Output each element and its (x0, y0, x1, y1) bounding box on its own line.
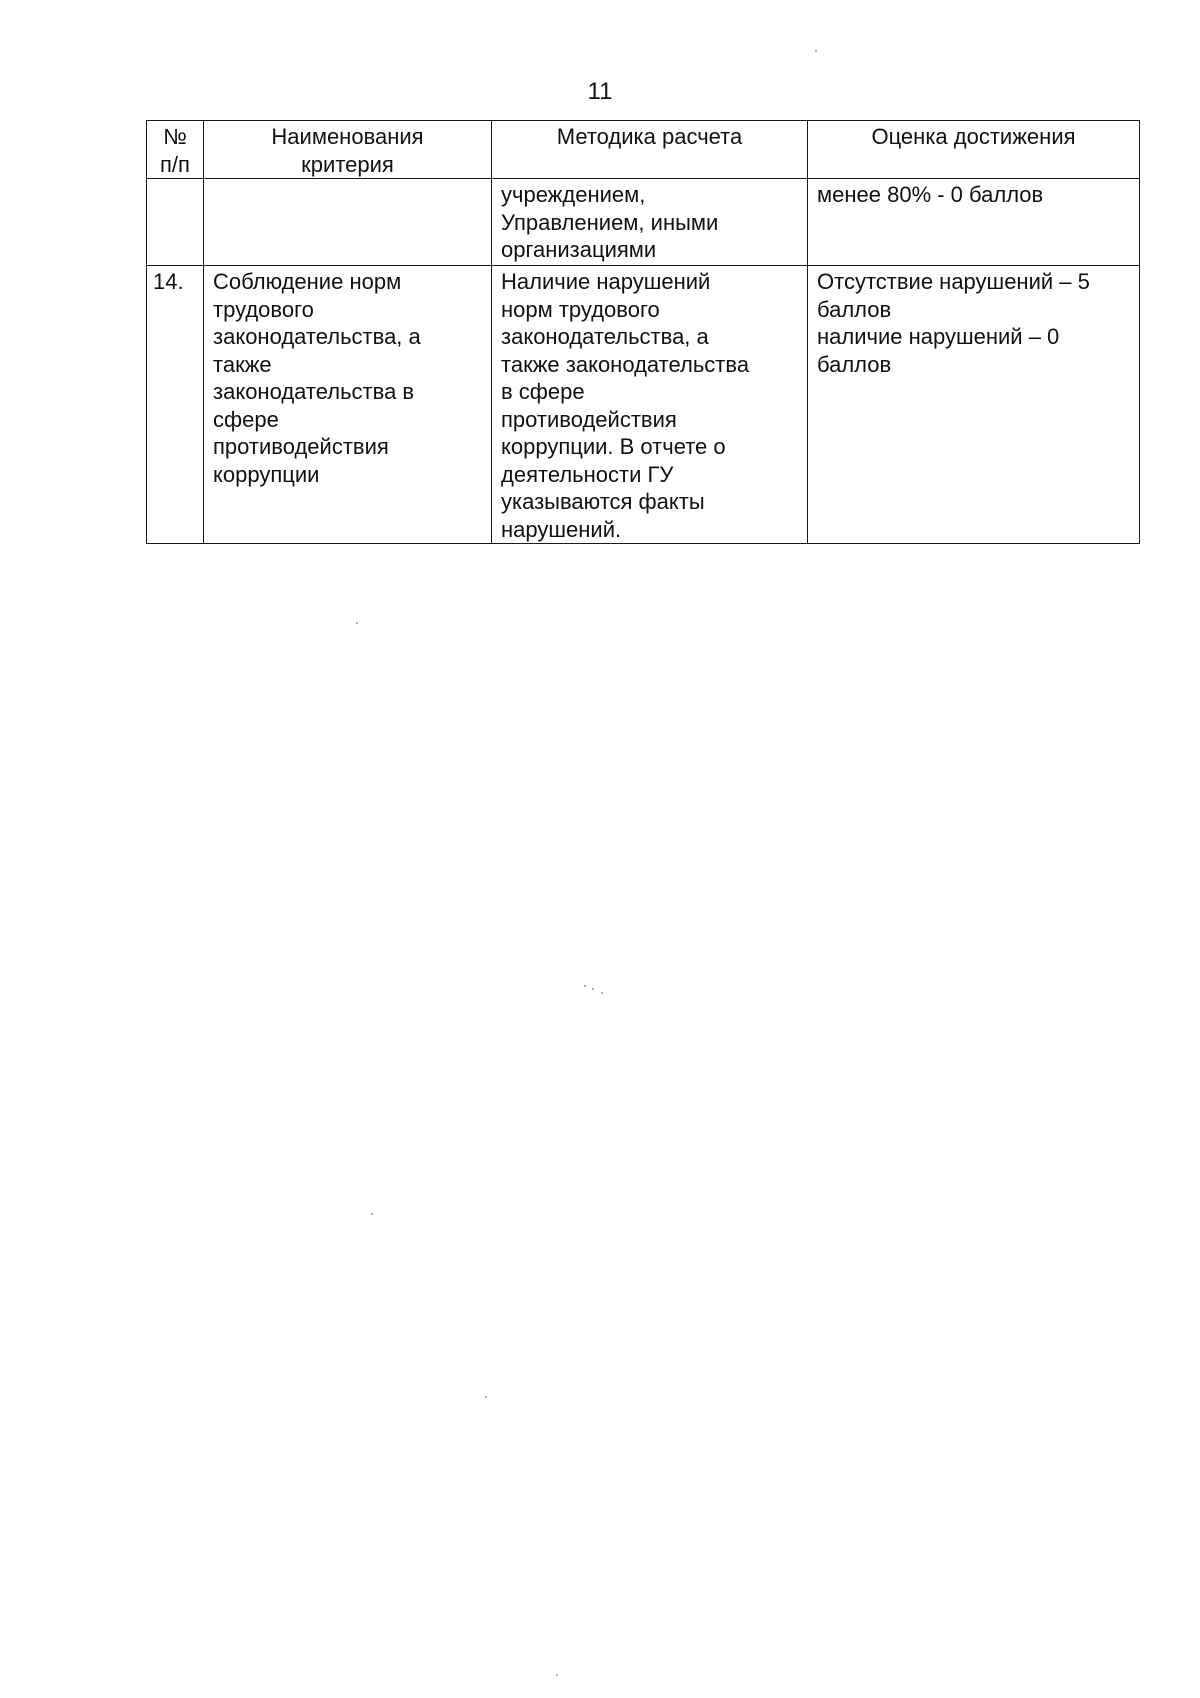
row-assessment: менее 80% - 0 баллов (808, 179, 1140, 266)
header-number-line-2: п/п (160, 151, 190, 177)
scan-speck (356, 622, 358, 624)
header-method (492, 121, 808, 179)
header-criterion-line-2: критерия (301, 151, 394, 177)
scan-speck (485, 1396, 487, 1398)
row-assessment: Отсутствие нарушений – 5 баллов наличие нарушений – 0 баллов (808, 266, 1140, 544)
row-number (147, 179, 204, 266)
scan-speck (592, 988, 594, 990)
header-method-line-1: Методика расчета (556, 124, 743, 149)
row-method: Наличие нарушений норм трудового законодательства, а также законодательства в сфере противодействия коррупции. В отчете о деятельности ГУ указываются факты нарушений. (492, 266, 808, 544)
row-criterion: Соблюдение норм трудового законодательства, а также законодательства в сфере противодействия коррупции (204, 266, 492, 544)
header-criterion-line-1: Наименования (271, 124, 424, 149)
table-header-row (147, 121, 1140, 179)
row-method: учреждением, Управлением, иными организациями (492, 179, 808, 266)
criteria-table (146, 120, 1140, 544)
table-row (147, 179, 1140, 266)
scan-speck (584, 985, 586, 987)
header-number (147, 121, 204, 179)
header-criterion (204, 121, 492, 179)
header-assessment (808, 121, 1140, 179)
row-number: 14. (147, 266, 204, 544)
scan-speck (601, 992, 603, 994)
scan-speck (556, 1674, 558, 1676)
header-number-line-1: № (163, 124, 187, 149)
header-assessment-line-1: Оценка достижения (871, 124, 1076, 149)
page-number: 11 (587, 78, 613, 105)
scan-speck (371, 1213, 373, 1215)
table-row (147, 266, 1140, 544)
row-criterion (204, 179, 492, 266)
scan-speck (815, 50, 817, 52)
